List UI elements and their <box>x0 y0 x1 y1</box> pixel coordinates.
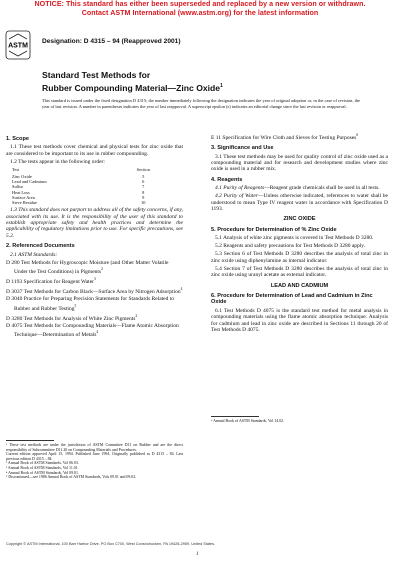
scope-p1: 1.1 These test methods cover chemical and physical tests for zinc oxide that are considered to be important to its use in rubber compounding. <box>6 144 183 157</box>
footnote: ⁴ Annual Book of ASTM Standards, Vol 09.01. <box>6 470 79 475</box>
table-header-test: Test <box>12 166 20 172</box>
zinc-oxide-p4: 5.4 Section 7 of Test Methods D 3280 describes the analysis of total zinc in zinc oxide using uranyl acetate as external indicator. <box>211 265 388 279</box>
footnote: Current edition approved April 15, 1994. Published June 1994. Originally published as D 4315 – 84. Last previous edition D 4315 – 84. <box>6 452 183 461</box>
ref-item: D 3280 Test Methods for Analysis of White Zinc Pigments$^2$ <box>6 313 138 322</box>
footnotes-right <box>211 413 388 424</box>
astm-logo <box>5 30 31 60</box>
footnote: ⁵ Discontinued—see 1986 Annual Book of ASTM Standards, Vols 09.01 and 09.02. <box>6 475 137 480</box>
table-header-section: Section <box>136 166 150 172</box>
footnote: ⁶ Annual Book of ASTM Standards, Vol 14.02. <box>211 419 284 423</box>
ref-item: D 1193 Specification for Reagent Water$^3$ <box>6 277 96 285</box>
ref-item: D 4075 Test Methods for Compounding Materials—Flame Atomic Absorption Technique—Determination of Metals$^4$ <box>6 322 179 338</box>
scope-p3: 1.3 This standard does not purport to address all of the safety concerns, if any, associated with its use. It is the responsibility of the user of this standard to establish appropriate safety and health practices and determine the applicability of regulatory limitations prior to use. For specific precautions, see 5.2. <box>6 207 183 239</box>
table-row: Heat Loss 8 <box>12 189 145 195</box>
table-row: Lead and Cadmium 6 <box>12 179 145 185</box>
footnote-divider <box>6 440 54 441</box>
issuance-note: This standard is issued under the fixed designation D 4315; the number immediately following the designation indicates the year of original adoption or, in the case of revision, the year of last revision. A number in parentheses indicates the year of last reapproval. A superscript epsilon (ε) indicates an editorial change since the last revision or reapproval. <box>42 98 360 109</box>
significance-heading: 3. Significance and Use <box>211 145 274 152</box>
title-line-2: Rubber Compounding Material—Zinc Oxide$^1$ <box>42 82 223 93</box>
lead-cadmium-center-heading: LEAD AND CADMIUM <box>270 282 329 289</box>
reagents-heading: 4. Reagents <box>211 176 243 183</box>
right-column <box>211 132 388 335</box>
significance-p1: 3.1 These test methods may be used for quality control of zinc oxide used as a compounding material and for research and development studies where zinc oxide is used in a rubber mix. <box>211 153 388 173</box>
refs-sub: 2.1 ASTM Standards: <box>10 251 58 258</box>
notice-banner <box>0 0 400 17</box>
refs-heading: 2. Referenced Documents <box>6 243 75 250</box>
designation: Designation: D 4315 – 94 (Reapproved 2001) <box>42 38 181 45</box>
zinc-oxide-center-heading: ZINC OXIDE <box>283 216 316 223</box>
table-row: Sulfur 7 <box>12 184 145 190</box>
ref-item: D 3040 Practice for Preparing Precision Statements for Standards Related to Rubber and Rubber Testing$^5$ <box>6 296 175 312</box>
footnotes-left <box>6 437 183 480</box>
ref-item: D 280 Test Methods for Hygroscopic Moisture (and Other Matter Volatile Under the Test Conditions) in Pigments$^2$ <box>6 259 169 275</box>
zinc-oxide-heading: 5. Procedure for Determination of % Zinc Oxide <box>211 226 337 233</box>
ref-item: D 3037 Test Methods for Carbon Black—Surface Area by Nitrogen Adsorption$^4$ <box>6 287 183 295</box>
lead-cadmium-p1: 6.1 Test Methods D 4075 is the standard test method for metal analysis in compounding materials using the flame atomic absorption technique. Analysis for cadmium and lead in zinc oxide are described in Sections 11 through 20 of Test Methods D 4075. <box>211 307 388 333</box>
footnote: ¹ These test methods are under the jurisdiction of ASTM Committee D11 on Rubber and are the direct responsibility of Subcommittee D11.20 on Compounding Materials and Procedures. <box>6 443 183 452</box>
title-line-1: Standard Test Methods for <box>42 70 151 80</box>
zinc-oxide-p3: 5.3 Section 6 of Test Methods D 3280 describes the analysis of total zinc in zinc oxide using diphenylamine as internal indicator. <box>211 251 388 264</box>
page-number: 1 <box>196 552 199 557</box>
table-row: Surface Area 9 <box>12 194 145 200</box>
footnote-divider <box>211 416 259 417</box>
notice-line-2: Contact ASTM International (www.astm.org) for the latest information <box>81 8 319 17</box>
reagents-p2: 4.2 Purity of Water—Unless otherwise indicated, references to water shall be understood to mean Type IV reagent water in accordance with Specification D 1193. <box>211 193 388 213</box>
ref-item: E 11 Specification for Wire Cloth and Sieves for Testing Purposes$^6$ <box>211 133 359 141</box>
left-column <box>6 132 183 339</box>
footnote: ² Annual Book of ASTM Standards, Vol 06.03. <box>6 461 79 466</box>
table-row: Zinc Oxide 5 <box>12 174 145 180</box>
scope-p2: 1.2 The tests appear in the following order: <box>10 158 105 165</box>
zinc-oxide-p2: 5.2 Reagents and safety precautions for Test Methods D 3280 apply. <box>215 243 366 250</box>
zinc-oxide-p1: 5.1 Analysis of white zinc pigments is covered in Test Methods D 3280. <box>215 235 374 242</box>
copyright-footer: Copyright © ASTM International, 100 Barr Harbor Drive, PO Box C700, West Conshohocken, PA 19428-2959, United States. <box>6 542 216 546</box>
document-title <box>42 70 223 94</box>
notice-line-1: NOTICE: This standard has either been superseded and replaced by a new version or withdrawn. <box>34 0 366 8</box>
table-row: Sieve Residue 10 <box>12 200 146 206</box>
logo-text: ASTM <box>8 42 28 50</box>
reagents-p1: 4.1 Purity of Reagents—Reagent grade chemicals shall be used in all tests. <box>215 185 380 192</box>
scope-heading: 1. Scope <box>6 136 30 142</box>
footnote: ³ Annual Book of ASTM Standards, Vol 11.01. <box>6 465 79 470</box>
lead-cadmium-heading: 6. Procedure for Determination of Lead and Cadmium in Zinc Oxide <box>211 292 373 306</box>
tests-order-table <box>12 167 150 205</box>
